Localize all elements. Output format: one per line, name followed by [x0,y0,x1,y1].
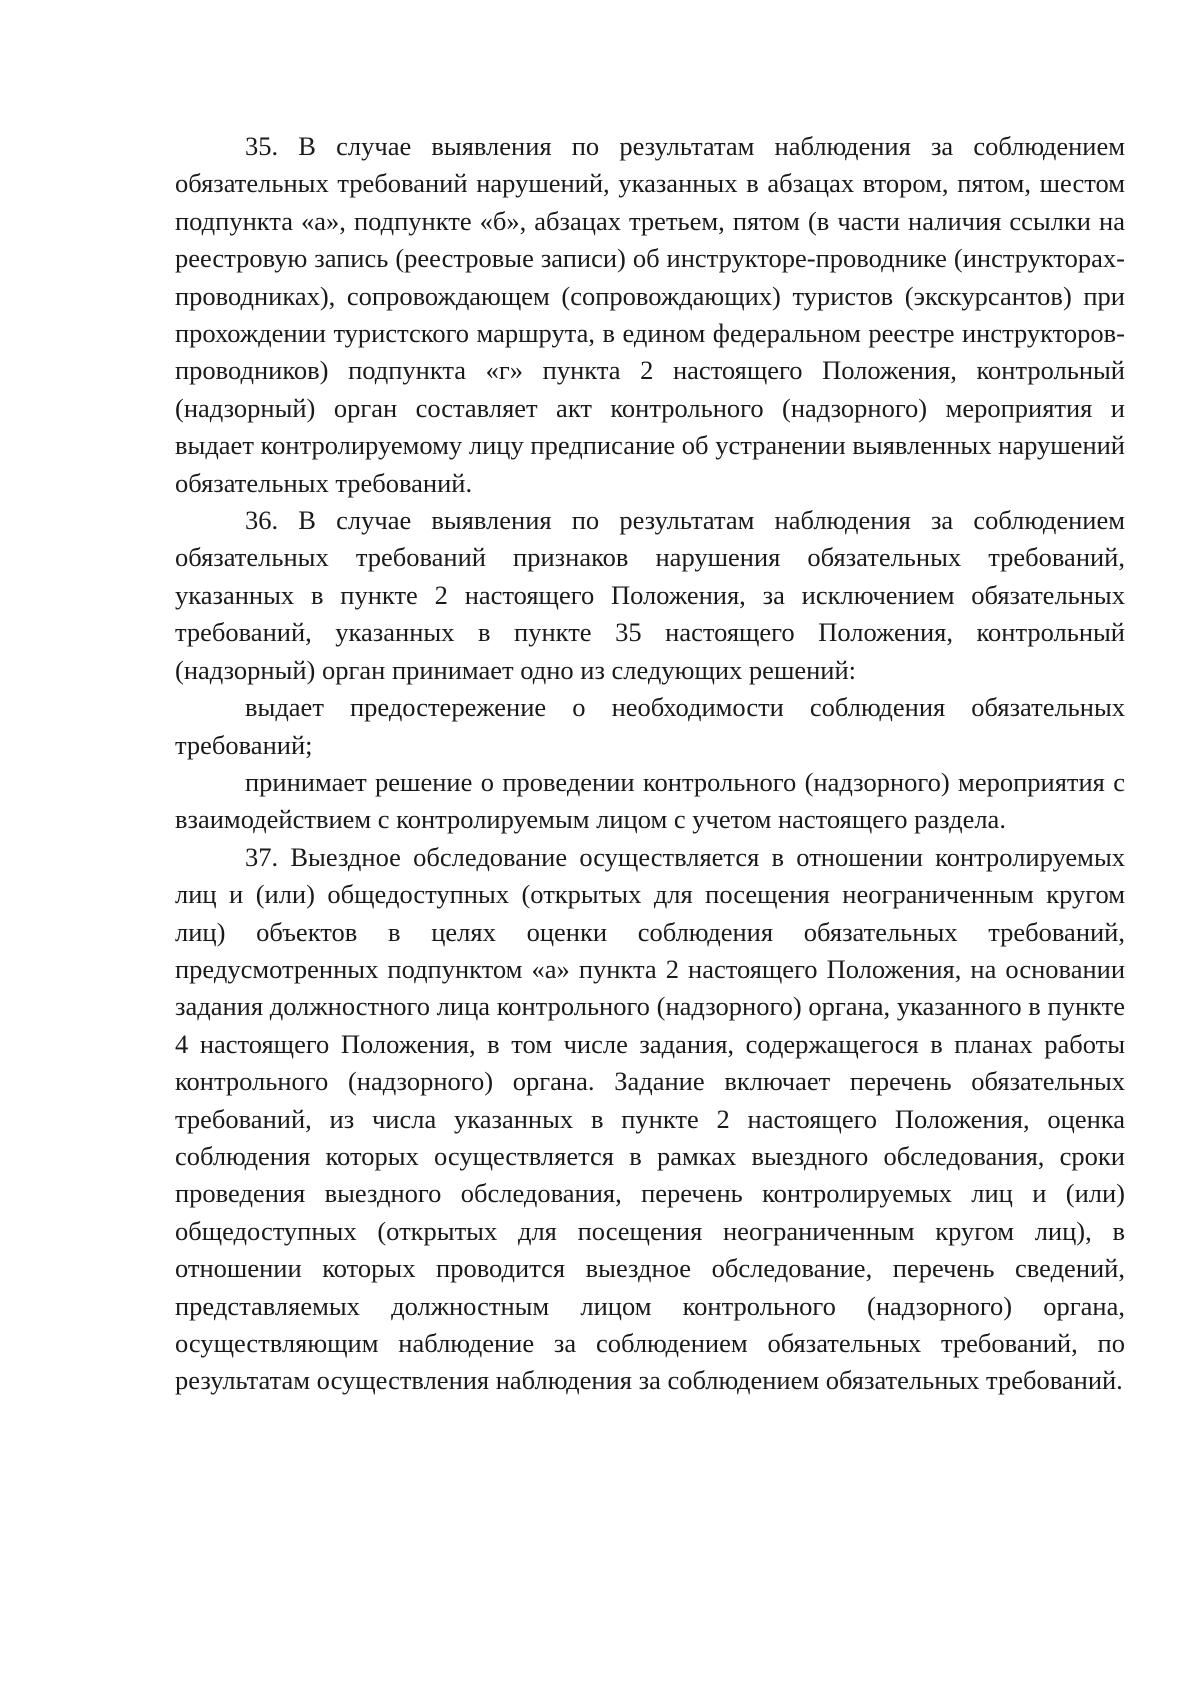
paragraph-36-option-inspection: принимает решение о проведении контрольного (надзорного) мероприятия с взаимодействием с контролируемым лицом с учетом настоящего раздела. [175,766,1125,835]
paragraph-37: 37. Выездное обследование осуществляется в отношении контролируемых лиц и (или) общедоступных (открытых для посещения неограниченным кругом лиц) объектов в целях оценки соблюдения обязательных требований, предусмотренных подпунктом «а» пункта 2 настоящего Положения, на основании задания должностного лица контрольного (надзорного) органа, указанного в пункте 4 настоящего Положения, в том числе задания, содержащегося в планах работы контрольного (надзорного) органа. Задание включает перечень обязательных требований, из числа указанных в пункте 2 настоящего Положения, оценка соблюдения которых осуществляется в рамках выездного обследования, сроки проведения выездного обследования, перечень контролируемых лиц и (или) общедоступных (открытых для посещения неограниченным кругом лиц), в отношении которых проводится выездное обследование, перечень сведений, представляемых должностным лицом контрольного (надзорного) органа, осуществляющим наблюдение за соблюдением обязательных требований, по результатам осуществления наблюдения за соблюдением обязательных требований. [175,841,1125,1396]
paragraph-36: 36. В случае выявления по результатам наблюдения за соблюдением обязательных требований признаков нарушения обязательных требований, указанных в пункте 2 настоящего Положения, за исключением обязательных требований, указанных в пункте 35 настоящего Положения, контрольный (надзорный) орган принимает одно из следующих решений: [175,505,1125,685]
paragraph-35: 35. В случае выявления по результатам наблюдения за соблюдением обязательных требований нарушений, указанных в абзацах втором, пятом, шестом подпункта «а», подпункте «б», абзацах третьем, пятом (в части наличия ссылки на реестровую запись (реестровые записи) об инструкторе-проводнике (инструкторах-проводниках), сопровождающем (сопровождающих) туристов (экскурсантов) при прохождении туристского маршрута, в едином федеральном реестре инструкторов-проводников) подпункта «г» пункта 2 настоящего Положения, контрольный (надзорный) орган составляет акт контрольного (надзорного) мероприятия и выдает контролируемому лицу предписание об устранении выявленных нарушений обязательных требований. [175,131,1125,498]
document-body [175,128,1125,1400]
paragraph-36-option-warning: выдает предостережение о необходимости соблюдения обязательных требований; [175,692,1125,760]
